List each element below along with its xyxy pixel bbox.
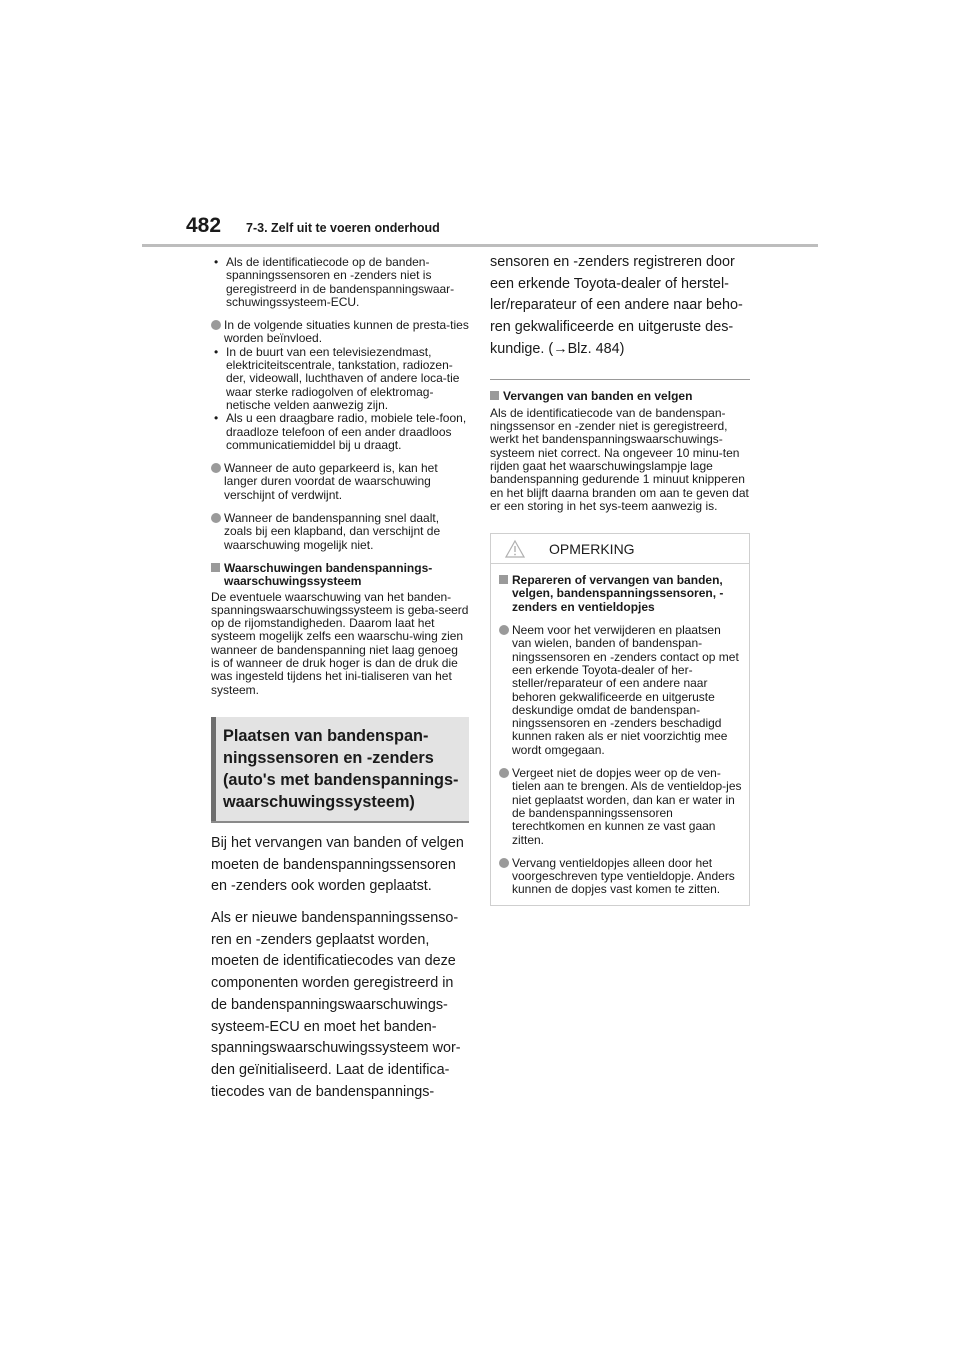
circle-item <box>499 767 743 847</box>
subsection-heading <box>499 574 743 614</box>
circle-bullet-icon <box>211 320 221 330</box>
section-heading-line: ningssensoren en -zenders <box>223 748 434 767</box>
section-heading-line: (auto's met bandenspannings- <box>223 770 459 789</box>
left-column <box>211 256 469 1103</box>
circle-bullet-icon <box>499 768 509 778</box>
subsection-heading <box>211 562 469 589</box>
notice-header <box>491 534 749 564</box>
circle-item-text: Wanneer de bandenspanning snel daalt, zoals bij een klapband, dan verschijnt de waarschuwing mogelijk niet. <box>224 511 441 552</box>
divider <box>490 379 750 380</box>
circle-item-text: Wanneer de auto geparkeerd is, kan het langer duren voordat de waarschuwing verschijnt of verdwijnt. <box>224 461 438 502</box>
paragraph: Als er nieuwe bandenspanningssenso-ren en -zenders geplaatst worden, moeten de identificatiecodes van deze componenten worden geregistreerd in de bandenspanningswaarschuwings-systeem-ECU en moet het banden-spanningswaarschuwingssysteem wor-den geïnitialiseerd. Laat de identifica-tiecodes van de bandenspannings- <box>211 910 461 1100</box>
section-heading-line: waarschuwingssysteem) <box>223 792 415 811</box>
heading-accent-bar <box>211 717 216 821</box>
square-bullet-icon <box>211 563 220 572</box>
circle-item <box>211 512 469 552</box>
circle-item <box>211 462 469 502</box>
circle-item <box>211 319 469 346</box>
circle-item-text: Vervang ventieldopjes alleen door het voorgeschreven type ventieldopje. Anders kunnen de dopjes vast komen te zitten. <box>512 855 735 897</box>
circle-item <box>499 857 743 897</box>
subsection-heading-text: Vervangen van banden en velgen <box>503 388 693 403</box>
circle-item-text: In de volgende situaties kunnen de presta-ties worden beïnvloed. <box>224 318 469 346</box>
paragraph: sensoren en -zenders registreren door een erkende Toyota-dealer of herstel-ler/reparateur of een andere naar beho-ren gekwalificeerde en uitgeruste des-kundige. (→Blz. 484) <box>490 254 743 357</box>
paragraph: Bij het vervangen van banden of velgen moeten de bandenspanningssensoren en -zenders ook worden geplaatst. <box>211 834 464 895</box>
subsection-heading-text: Waarschuwingen bandenspannings-waarschuwingssysteem <box>224 560 433 589</box>
subsection-heading <box>490 390 750 403</box>
right-column <box>490 252 750 906</box>
warning-triangle-icon <box>505 539 525 559</box>
circle-bullet-icon <box>499 858 509 868</box>
notice-box <box>490 533 750 906</box>
bullet-item: • Als de identificatiecode op de banden- spanningssensoren en -zenders niet is geregistreerd in de bandenspanningswaar-schuwingssysteem-ECU. <box>211 256 469 309</box>
circle-bullet-icon <box>211 513 221 523</box>
header-rule <box>142 244 818 247</box>
subsection-heading-text: Repareren of vervangen van banden, velgen, bandenspanningssensoren, -zenders en ventieldopjes <box>512 573 724 614</box>
circle-item <box>499 624 743 757</box>
circle-bullet-icon <box>499 625 509 635</box>
circle-bullet-icon <box>211 463 221 473</box>
paragraph: De eventuele waarschuwing van het banden-spanningswaarschuwingssysteem is geba-seerd op de rijomstandigheden. Daarom laat het systeem mogelijk zelfs een waarschu-wing zien wanneer de bandenspanning niet laag genoeg is of wanneer de druk hoger is dan de druk die was ingesteld tijdens het ini-tialiseren van het systeem. <box>211 589 469 697</box>
notice-title: OPMERKING <box>549 540 635 557</box>
section-title: 7-3. Zelf uit te voeren onderhoud <box>246 221 440 235</box>
circle-item-text: Vergeet niet de dopjes weer op de ven-tielen aan te brengen. Als de ventieldop-jes niet geplaatst worden, dan kan er water in de bandenspanningssensoren terechtkomen en kunnen ze vast gaan zitten. <box>512 766 742 847</box>
section-heading-line: Plaatsen van bandenspan- <box>223 726 429 745</box>
paragraph: Als de identificatiecode van de bandenspan-ningssensor en -zender niet is geregistreerd, werkt het bandenspanningswaarschuwings-systeem niet correct. Na ongeveer 10 minu-ten rijden gaat het waarschuwingslampje lage bandenspanning gedurende 1 minuut knipperen en het blijft daarna branden om aan te geven dat er een storing in het sys-teem aanwezig is. <box>490 405 749 513</box>
bullet-item: • Als u een draagbare radio, mobiele tele-foon, draadloze telefoon of een ander draadloos communicatiemiddel bij u draagt. <box>211 412 469 452</box>
bullet-item: • In de buurt van een televisiezendmast, elektriciteitscentrale, tankstation, radiozen-der, videowall, luchthaven of andere loca-tie waar sterke radiogolven of elektromag-netische velden aanwezig zijn. <box>211 346 469 412</box>
square-bullet-icon <box>499 575 508 584</box>
page-number: 482 <box>186 214 222 237</box>
circle-item-text: Neem voor het verwijderen en plaatsen van wielen, banden of bandenspan-ningssensoren en -zenders contact op met een erkende Toyota-dealer of her-steller/reparateur of een andere naar behoren gekwalificeerde en uitgeruste deskundige omdat de bandenspan-ningssensoren en -zenders beschadigd kunnen raken als er niet voorzichtig mee wordt omgegaan. <box>512 623 739 757</box>
square-bullet-icon <box>490 391 499 400</box>
section-heading-box <box>211 717 469 823</box>
